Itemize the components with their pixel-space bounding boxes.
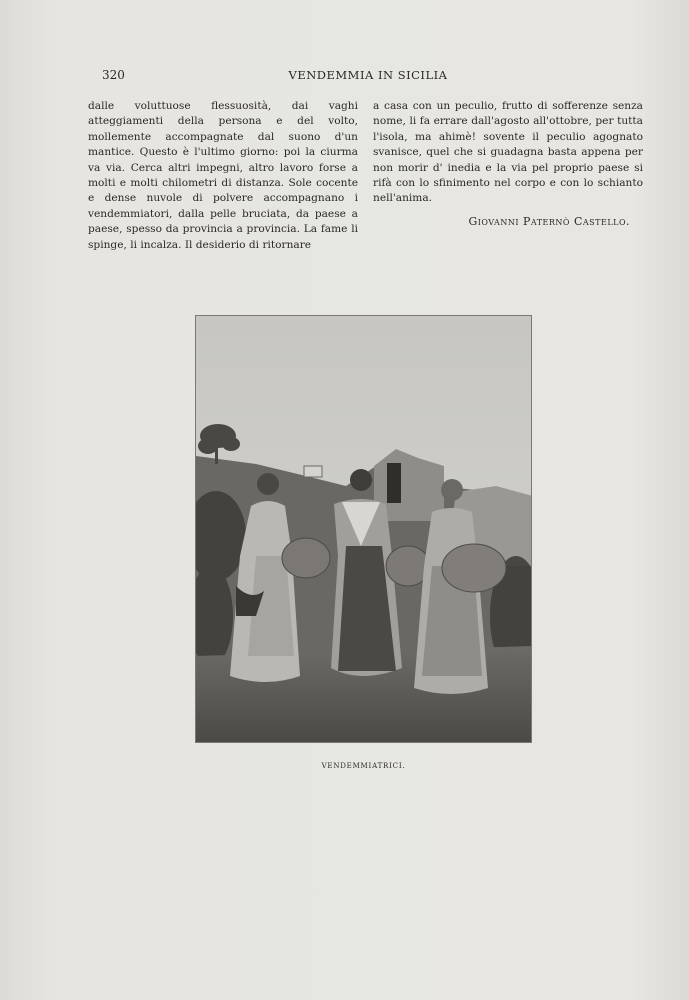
left-column-text: dalle voluttuose flessuosità, dai vaghi atteggiamenti della persona e del volto, mollemente accompagnate dal suono d'un mantice. Questo è l'ultimo giorno: poi la ciurma va via. Cerca altri impegni, altro lavoro forse a molti e molti chilometri di distanza. Sole cocente e dense nuvole di polvere accompagnano i vendemmiatori, dalla pelle bruciata, da paese a paese, spesso da provincia a provincia. La fame li spinge, li incalza. Il desiderio di ritornare	[88, 100, 358, 251]
page-number: 320	[102, 68, 125, 82]
figure-caption: VENDEMMIATRICI.	[321, 762, 406, 770]
running-title: VENDEMMIA IN SICILIA	[288, 68, 448, 82]
photo-distant-house	[304, 466, 322, 477]
right-column-text: a casa con un peculio, frutto di sofferenze senza nome, li fa errare dall'agosto all'ottobre, per tutta l'isola, ma ahimè! sovente il peculio agognato svanisce, quel che si guadagna basta appena per non morir d' inedia e la via pel proprio paese si rifà con lo sfinimento nel corpo e con lo schianto nell'anima.	[373, 100, 643, 205]
author-signature: Giovanni Paternò Castello.	[468, 215, 630, 228]
photograph-grape-harvesters	[195, 315, 532, 743]
text-column-left	[88, 99, 358, 253]
photo-basket-left	[282, 538, 330, 578]
photo-basket-right	[442, 544, 506, 592]
text-column-right	[373, 99, 643, 207]
